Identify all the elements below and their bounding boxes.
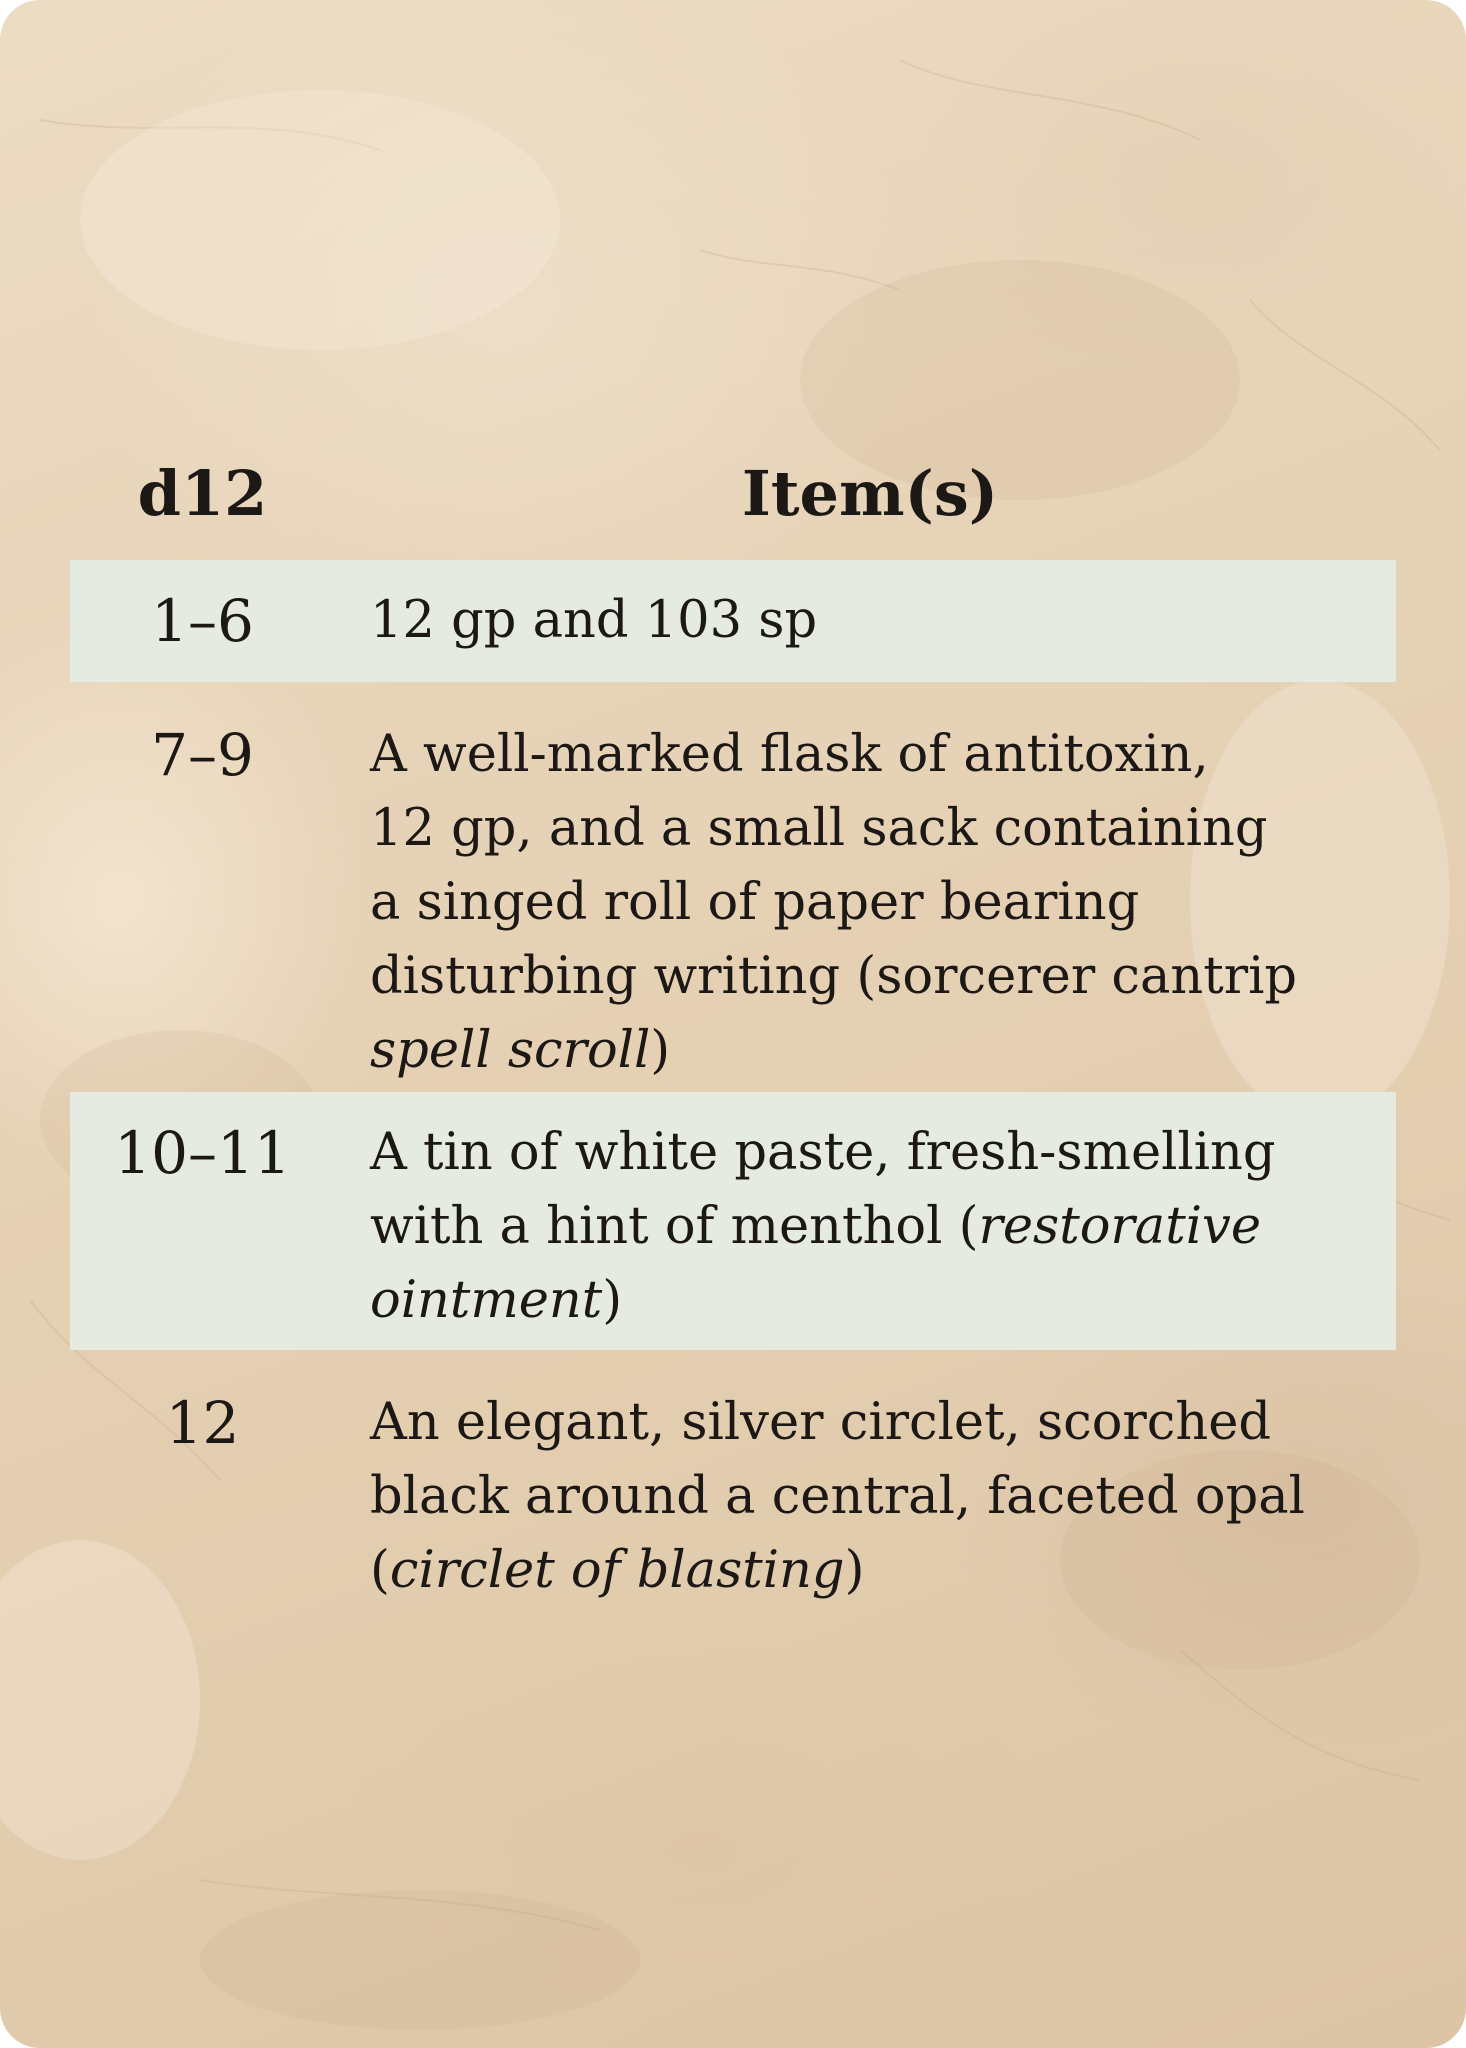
item-line: a singed roll of paper bearing bbox=[370, 873, 1140, 932]
item-line: ( bbox=[370, 1541, 390, 1600]
item-line-tail: ) bbox=[844, 1541, 865, 1600]
item-italic-name: circlet of blasting bbox=[389, 1541, 845, 1600]
item-description bbox=[370, 560, 1380, 658]
item-line-tail: ) bbox=[602, 1271, 623, 1330]
item-italic-name: spell scroll bbox=[370, 1021, 651, 1080]
item-description bbox=[370, 1350, 1380, 1608]
item-line: 12 gp and 103 sp bbox=[370, 591, 818, 650]
item-line: disturbing writing (sorcerer cantrip bbox=[370, 947, 1298, 1006]
item-line: black around a central, faceted opal bbox=[370, 1467, 1305, 1526]
item-italic-name: ointment bbox=[370, 1271, 603, 1330]
table-row bbox=[70, 1350, 1396, 1610]
loot-table bbox=[70, 440, 1396, 1610]
header-roll: d12 bbox=[137, 457, 268, 530]
item-line-tail: ) bbox=[650, 1021, 671, 1080]
roll-range: 12 bbox=[165, 1389, 240, 1457]
roll-range: 7–9 bbox=[151, 721, 254, 789]
item-description bbox=[370, 682, 1380, 1088]
item-line: 12 gp, and a small sack containing bbox=[370, 799, 1268, 858]
header-item: Item(s) bbox=[741, 457, 999, 530]
table-row bbox=[70, 682, 1396, 1092]
table-row bbox=[70, 560, 1396, 682]
item-italic-name: restorative bbox=[978, 1197, 1262, 1256]
table-header bbox=[70, 440, 1396, 560]
item-line: A tin of white paste, fresh-smelling bbox=[370, 1123, 1276, 1182]
item-line: with a hint of menthol ( bbox=[370, 1197, 979, 1256]
roll-range: 1–6 bbox=[151, 587, 254, 655]
item-line: An elegant, silver circlet, scorched bbox=[370, 1393, 1272, 1452]
item-line: A well-marked flask of antitoxin, bbox=[370, 725, 1209, 784]
item-description bbox=[370, 1092, 1380, 1338]
table-row bbox=[70, 1092, 1396, 1350]
roll-range: 10–11 bbox=[114, 1119, 291, 1187]
